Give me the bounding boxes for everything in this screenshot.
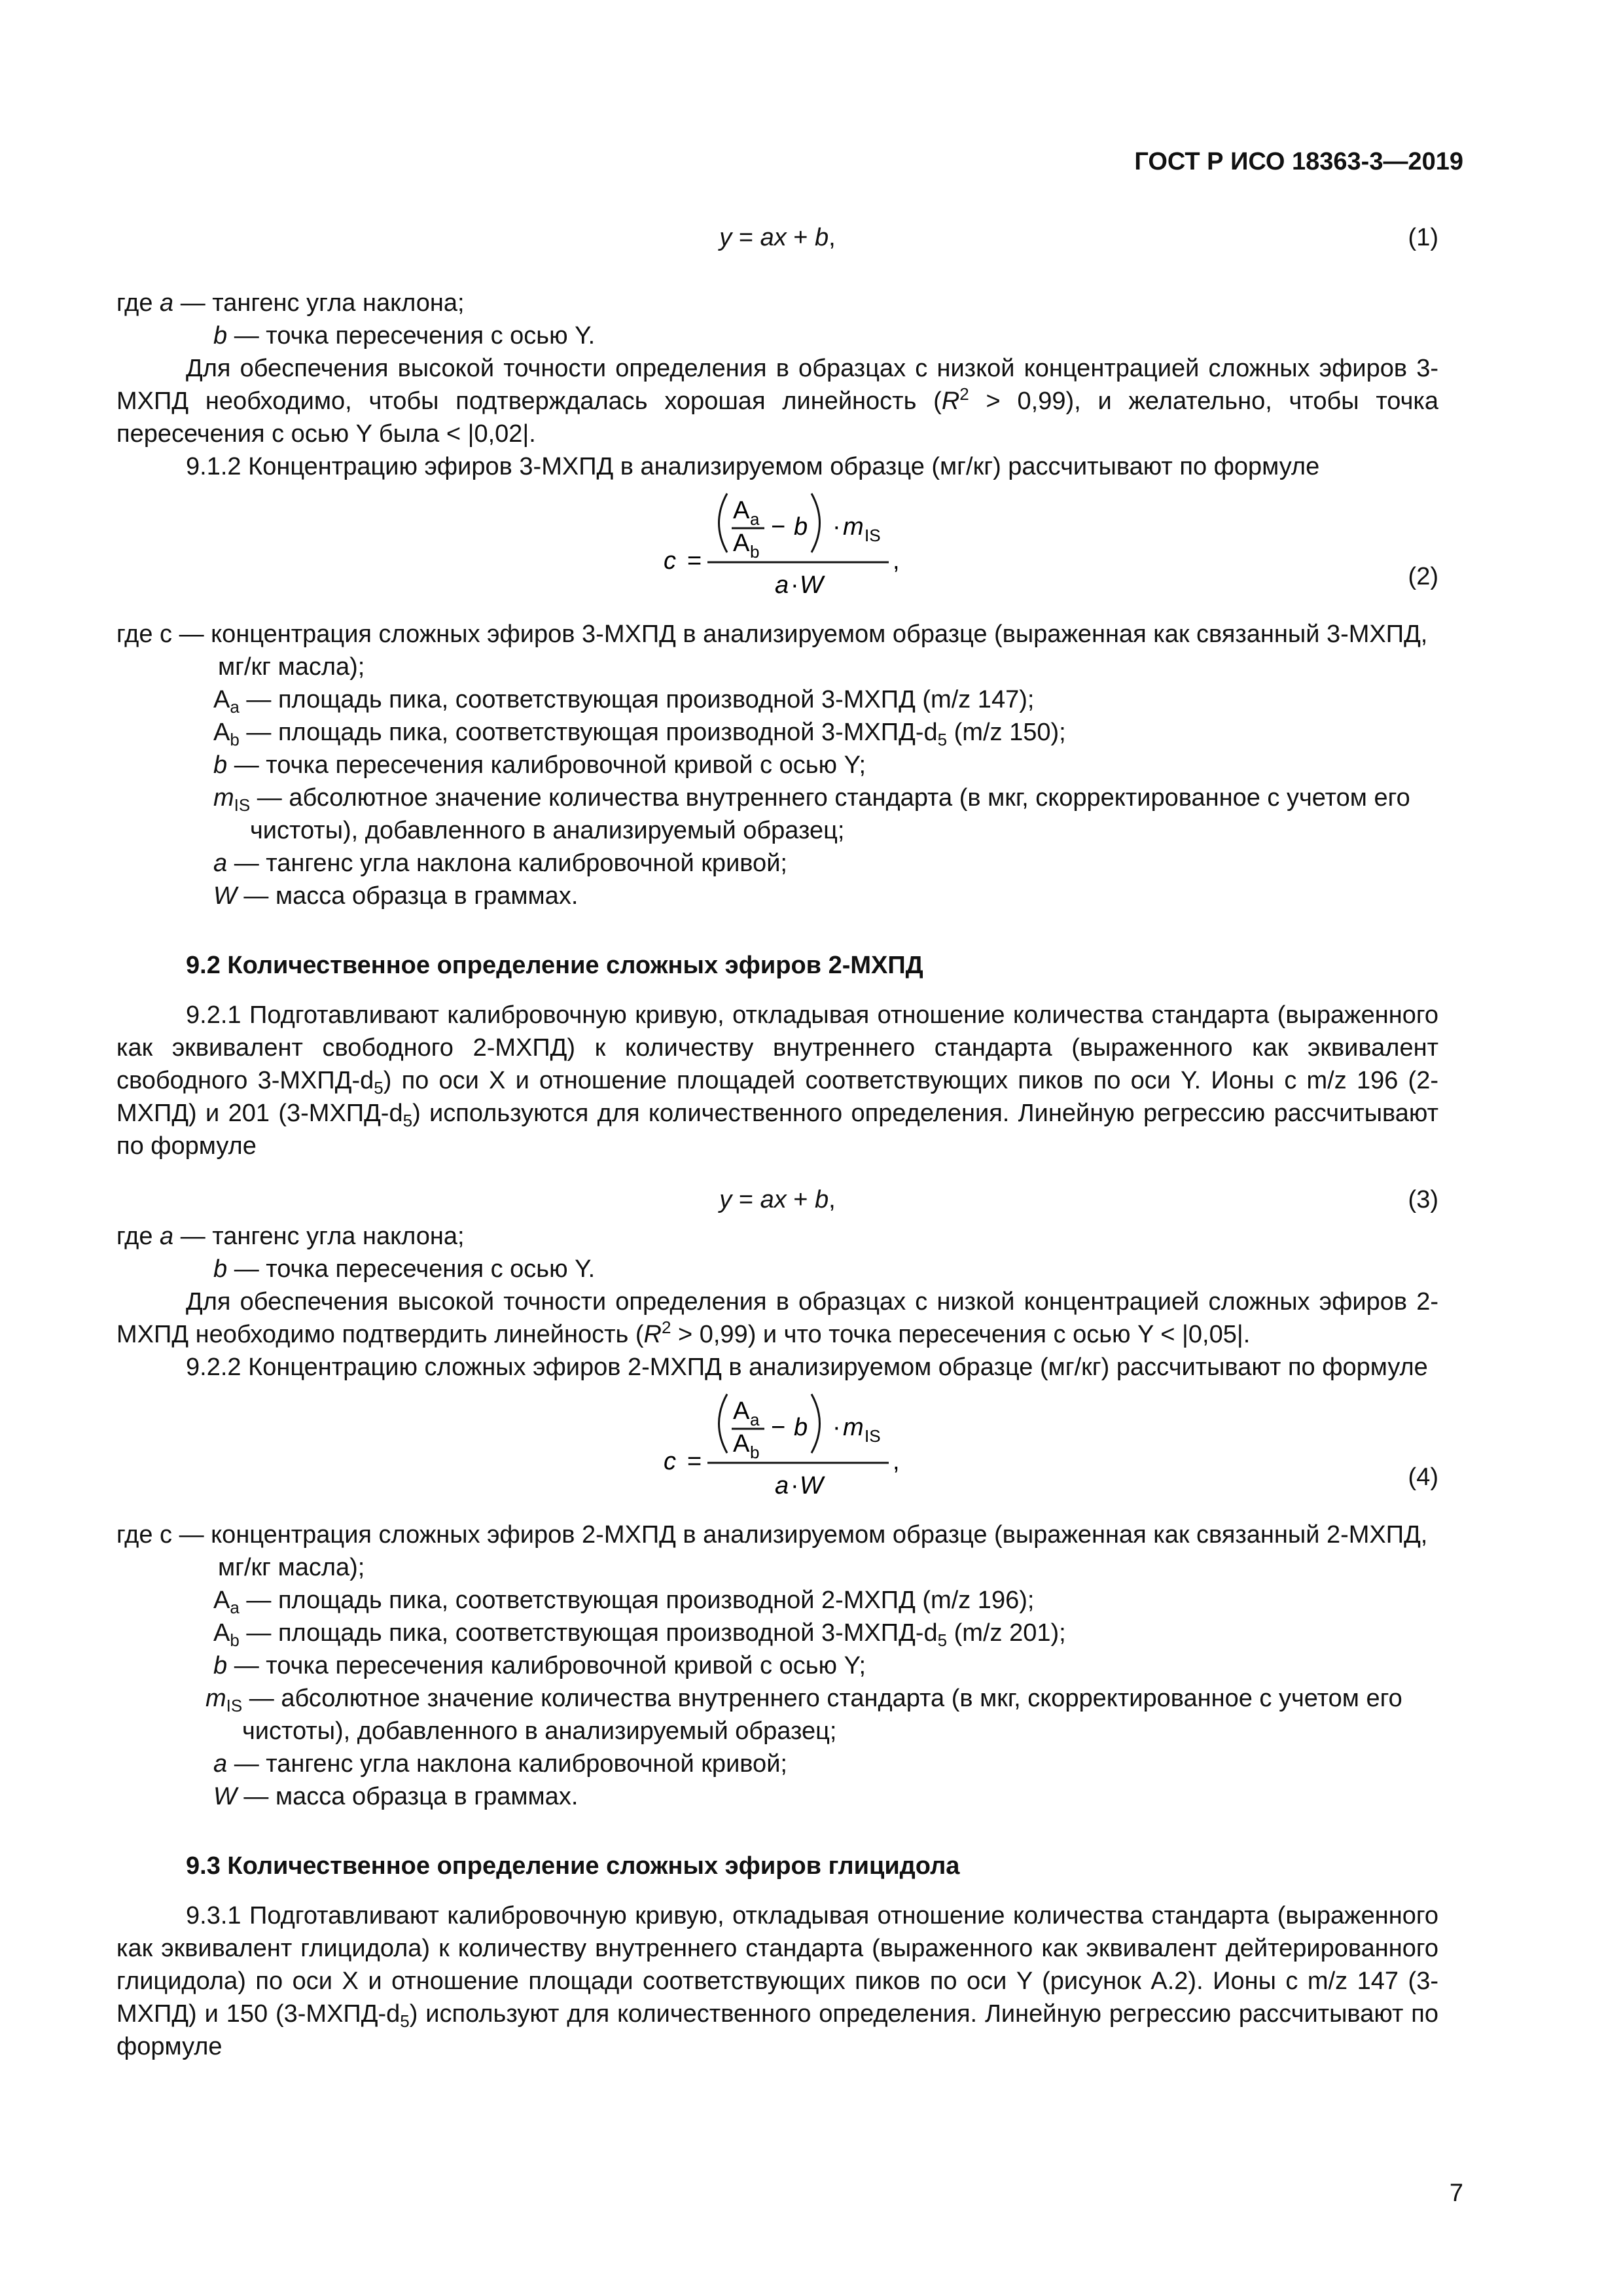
sub-5: 5	[402, 1111, 413, 1130]
dot-operator: ·	[791, 571, 799, 599]
glossary-text: — тангенс угла наклона;	[173, 289, 465, 317]
sub-5: 5	[937, 1630, 948, 1650]
sub-a: a	[750, 509, 760, 529]
symbol-m: m	[213, 784, 234, 812]
glossary-4-Ab	[116, 1617, 1438, 1649]
symbol-b: b	[213, 1255, 228, 1283]
paragraph-linearity-3mcpd	[116, 352, 1438, 450]
symbol-W: W	[213, 1783, 237, 1810]
var-A: A	[733, 529, 750, 557]
glossary-3-a	[116, 1220, 1438, 1253]
comma: ,	[893, 547, 900, 575]
glossary-2-b	[116, 749, 1438, 781]
glossary-text: — масса образца в граммах.	[236, 882, 579, 910]
symbol-A: A	[213, 719, 230, 746]
glossary-text: — точка пересечения с осью Y.	[227, 1255, 596, 1283]
equals-sign: =	[732, 224, 760, 251]
symbol-a: a	[213, 850, 228, 877]
formula-1-number: (1)	[1408, 224, 1438, 251]
glossary-prefix: где	[116, 289, 160, 317]
var-y: y	[719, 1186, 732, 1213]
glossary-text: — тангенс угла наклона калибровочной кривой;	[227, 850, 787, 877]
comma: ,	[893, 1448, 900, 1475]
glossary-text: — точка пересечения с осью Y.	[227, 322, 596, 350]
symbol-b: b	[213, 322, 228, 350]
symbol-W: W	[213, 882, 237, 910]
plus-sign: +	[786, 224, 815, 251]
glossary-prefix: где	[116, 1223, 160, 1250]
glossary-text: — масса образца в граммах.	[236, 1783, 579, 1810]
plus-sign: +	[786, 1186, 815, 1213]
var-y: y	[719, 224, 732, 251]
var-a: a	[760, 1186, 774, 1213]
glossary-text: — абсолютное значение количества внутреннего стандарта (в мкг, скорректированное с учетом его чистоты), добавленного в анализируемый образец;	[250, 784, 1410, 844]
var-a: a	[760, 224, 774, 251]
glossary-1-a	[116, 287, 1438, 319]
left-paren	[719, 493, 728, 552]
dot-operator: ·	[832, 513, 841, 541]
glossary-4-Aa	[116, 1584, 1438, 1617]
glossary-text: — площадь пика, соответствующая производной 3-МХПД-d	[239, 719, 938, 746]
var-c: c	[664, 547, 676, 575]
comma: ,	[829, 1186, 836, 1213]
formula-4-svg	[116, 1388, 1438, 1518]
document-code-header: ГОСТ Р ИСО 18363-3—2019	[1134, 148, 1463, 175]
glossary-2-Ab	[116, 716, 1438, 749]
text: > 0,99) и что точка пересечения с осью Y < |0,05|.	[671, 1321, 1251, 1348]
section-title-9-2: 9.2 Количественное определение сложных эфиров 2-МХПД	[186, 952, 923, 979]
text: ) используются для количественного определения. Линейную регрессию рассчитывают по формуле	[116, 1100, 1438, 1160]
paragraph-9-2-2: 9.2.2 Концентрацию сложных эфиров 2-МХПД в анализируемом образце (мг/кг) рассчитывают по формуле	[186, 1354, 1428, 1381]
formula-3-expression	[116, 1183, 1438, 1216]
glossary-2-a	[116, 847, 1438, 880]
var-b: b	[815, 1186, 829, 1213]
glossary-2-W	[116, 880, 1438, 912]
section-title-9-3: 9.3 Количественное определение сложных эфиров глицидола	[186, 1852, 960, 1880]
glossary-3-b	[116, 1253, 1438, 1285]
sub-b: b	[230, 730, 240, 749]
var-m: m	[843, 513, 864, 541]
sub-b: b	[750, 542, 760, 562]
sub-IS: IS	[226, 1696, 243, 1715]
symbol-A: A	[213, 1619, 230, 1647]
formula-3	[116, 1183, 1438, 1216]
var-A: A	[733, 1430, 750, 1458]
symbol-r: R	[941, 387, 960, 415]
sub-a: a	[230, 697, 240, 717]
formula-3-number: (3)	[1408, 1186, 1438, 1213]
text: 9.2.1 Подготавливают калибровочную кривую, откладывая отношение количества стандарта (выраженного как эквивалент свободного 2-МХПД) к количеству внутреннего стандарта (выраженного как эквивалент свободного 3-МХПД-d	[116, 1001, 1438, 1094]
left-paren	[719, 1394, 728, 1453]
sub-IS: IS	[865, 526, 881, 545]
glossary-text: — площадь пика, соответствующая производной 3-МХПД-d	[239, 1619, 938, 1647]
glossary-text: — тангенс угла наклона калибровочной кривой;	[227, 1750, 787, 1778]
symbol-A: A	[213, 686, 230, 713]
sub-5: 5	[937, 730, 948, 749]
glossary-4-W	[116, 1780, 1438, 1813]
symbol-m: m	[205, 1685, 226, 1712]
formula-4-number: (4)	[1408, 1463, 1438, 1491]
var-a: a	[775, 571, 789, 599]
formula-2-svg	[116, 487, 1438, 618]
equals-sign: =	[687, 547, 702, 575]
equals-sign: =	[732, 1186, 760, 1213]
text: 9.3.1 Подготавливают калибровочную кривую, откладывая отношение количества стандарта (выраженного как эквивалент глицидола) к количеству внутреннего стандарта (выраженного как эквивалент дейтерированного глицидола) по оси X и отношение площади соответствующих пиков по оси Y (рисунок А.2). Ионы с m/z 147 (3-МХПД) и 150 (3-МХПД-d	[116, 1902, 1438, 2028]
glossary-text: — тангенс угла наклона;	[173, 1223, 465, 1250]
glossary-text: — площадь пика, соответствующая производной 2-МХПД (m/z 196);	[239, 1587, 1035, 1614]
glossary-text: — абсолютное значение количества внутреннего стандарта (в мкг, скорректированное с учетом его чистоты), добавленного в анализируемый образец;	[242, 1685, 1402, 1745]
text: Для обеспечения высокой точности определения в образцах с низкой концентрацией сложных эфиров 2-МХПД необходимо подтвердить линейность (	[116, 1288, 1438, 1348]
glossary-2-Aa	[116, 683, 1438, 716]
sub-b: b	[750, 1443, 760, 1462]
var-W: W	[800, 571, 823, 599]
symbol-a: a	[160, 1223, 174, 1250]
var-x: x	[774, 1186, 787, 1213]
sub-5: 5	[400, 2011, 410, 2031]
symbol-a: a	[213, 1750, 228, 1778]
sub-b: b	[230, 1630, 240, 1650]
formula-1	[116, 221, 1438, 254]
glossary-4-c: где с — концентрация сложных эфиров 2-МХПД в анализируемом образце (выраженная как связанный 2-МХПД, мг/кг масла);	[116, 1521, 1428, 1581]
symbol-A: A	[213, 1587, 230, 1614]
var-A: A	[733, 1397, 750, 1425]
sub-5: 5	[374, 1078, 383, 1098]
glossary-2-c: где с — концентрация сложных эфиров 3-МХПД в анализируемом образце (выраженная как связанный 3-МХПД, мг/кг масла);	[116, 620, 1428, 681]
right-paren	[812, 493, 820, 552]
glossary-4-a	[116, 1748, 1438, 1780]
glossary-text: (m/z 150);	[947, 719, 1066, 746]
symbol-b: b	[213, 1652, 228, 1679]
equals-sign: =	[687, 1448, 702, 1475]
text: > 0,99), и желательно, чтобы точка пересечения с осью Y была < |0,02|.	[116, 387, 1438, 448]
var-b: b	[794, 1414, 808, 1441]
formula-1-expression	[116, 221, 1438, 254]
comma: ,	[829, 224, 836, 251]
var-b: b	[815, 224, 829, 251]
text: ) по оси X и отношение площадей соответствующих пиков по оси Y. Ионы с m/z 196 (2-МХПД) и 201 (3-МХПД-d	[116, 1067, 1438, 1127]
var-x: x	[774, 224, 787, 251]
paragraph-9-2-1	[116, 999, 1438, 1162]
glossary-text: (m/z 201);	[947, 1619, 1066, 1647]
symbol-b: b	[213, 751, 228, 779]
formula-2-number: (2)	[1408, 563, 1438, 590]
right-paren	[812, 1394, 820, 1453]
symbol-a: a	[160, 289, 174, 317]
dot-operator: ·	[832, 1414, 841, 1441]
symbol-r: R	[643, 1321, 662, 1348]
var-c: c	[664, 1448, 676, 1475]
paragraph-9-3-1	[116, 1899, 1438, 2063]
var-b: b	[794, 513, 808, 541]
glossary-text: — точка пересечения калибровочной кривой с осью Y;	[227, 1652, 866, 1679]
glossary-4-b	[116, 1649, 1438, 1682]
page-number: 7	[1449, 2179, 1463, 2207]
minus-sign: −	[771, 513, 786, 541]
text: ) используют для количественного определения. Линейную регрессию рассчитывают по формуле	[116, 2000, 1438, 2060]
var-m: m	[843, 1414, 864, 1441]
sub-IS: IS	[865, 1426, 881, 1446]
var-a: a	[775, 1472, 789, 1499]
paragraph-9-1-2: 9.1.2 Концентрацию эфиров 3-МХПД в анализируемом образце (мг/кг) рассчитывают по формуле	[186, 453, 1320, 480]
sub-IS: IS	[234, 795, 251, 815]
minus-sign: −	[771, 1414, 786, 1441]
superscript-2: 2	[661, 1318, 671, 1337]
glossary-text: — площадь пика, соответствующая производной 3-МХПД (m/z 147);	[239, 686, 1035, 713]
sub-a: a	[750, 1410, 760, 1429]
glossary-4-mIS	[116, 1682, 1438, 1748]
formula-4	[116, 1388, 1438, 1518]
var-W: W	[800, 1472, 823, 1499]
formula-2	[116, 487, 1438, 618]
glossary-2-mIS	[116, 781, 1438, 847]
text: Для обеспечения высокой точности определения в образцах с низкой концентрацией сложных эфиров 3-МХПД необходимо, чтобы подтверждалась хорошая линейность (	[116, 355, 1438, 415]
var-A: A	[733, 497, 750, 524]
sub-a: a	[230, 1598, 240, 1617]
glossary-1-b	[116, 319, 1438, 352]
glossary-text: — точка пересечения калибровочной кривой с осью Y;	[227, 751, 866, 779]
superscript-2: 2	[959, 384, 969, 404]
paragraph-linearity-2mcpd	[116, 1285, 1438, 1351]
dot-operator: ·	[791, 1472, 799, 1499]
document-body	[116, 221, 1438, 2063]
